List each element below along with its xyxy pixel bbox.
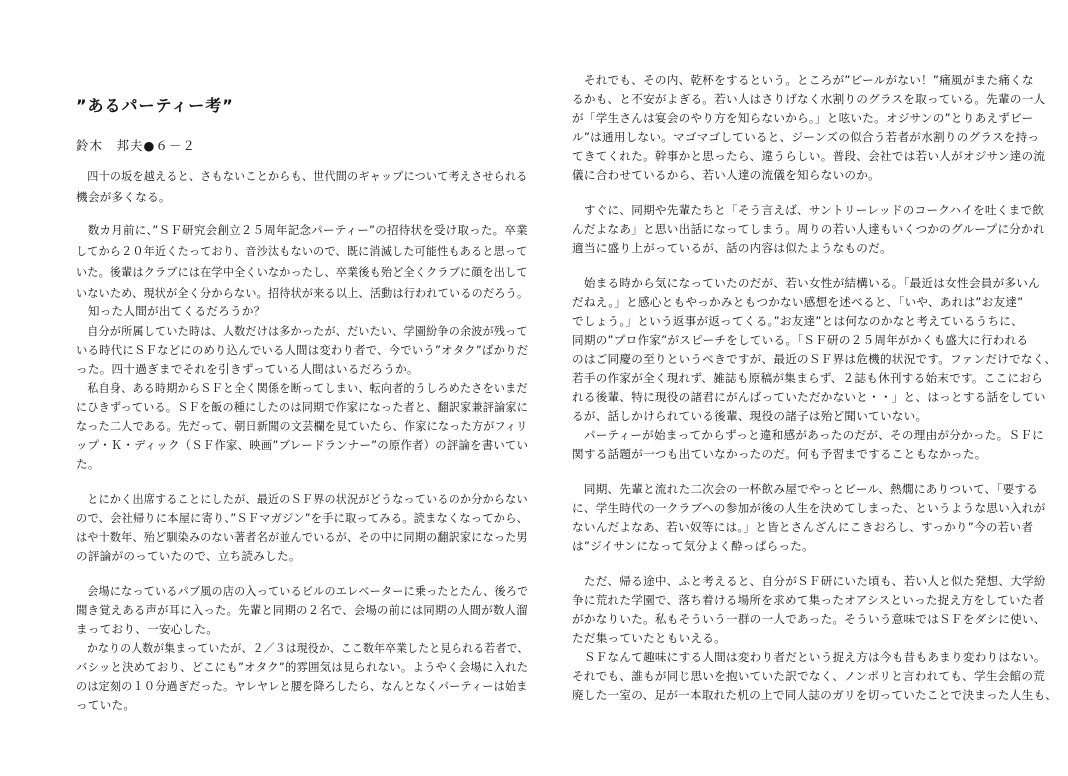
text-line: はや十数年、殆ど馴染みのない著者名が並んでいるが、その中に同期の翻訳家になった男 (76, 530, 528, 544)
text-line: は”ジイサンになって気分よく酔っぱらった。 (572, 539, 814, 553)
text-line: ＳＦなんて趣味にする人間は変わり者だという捉え方は今も昔もあまり変わりはない。 (572, 650, 1046, 664)
text-line: 四十の坂を越えると、さもないことからも、世代間のギャップについて考えさせられる (76, 169, 528, 183)
text-line: っていた。 (76, 698, 136, 712)
essay-title: ”あるパーティー考” (76, 95, 234, 115)
author-line: 鈴木 邦夫●６－２ (76, 138, 196, 153)
text-line: 廃した一室の、足が一本取れた机の上で同人誌のガリを切っていたことで決まった人生も、 (572, 688, 1058, 702)
text-line: 同期、先輩と流れた二次会の一杯飲み屋でやっとビール、熱燗にありついて、「要する (572, 482, 1039, 496)
text-line: ただ集っていたともいえる。 (572, 631, 726, 645)
text-line: 自分が所属していた時は、人数だけは多かったが、だいたい、学園紛争の余波が残って (76, 324, 528, 338)
text-line: 儀に合わせているから、若い人達の流儀を知らないのか。 (572, 168, 880, 182)
text-line: た。 (76, 457, 100, 471)
text-line: に、学生時代の一クラブへの参加が後の人生を決めてしまった、というような思い入れが (572, 501, 1046, 515)
text-line: の評論がのっていたので、立ち読みした。 (76, 549, 301, 563)
text-line: ップ・Ｋ・ディック（ＳＦ作家、映画”ブレードランナー”の原作者）の評論を書いてい (76, 438, 529, 452)
text-line: んだよなあ」と思い出話になってしまう。周りの若い人達もいくつかのグループに分かれ (572, 222, 1045, 236)
text-line: いる時代にＳＦなどにのめり込んでいる人間は変わり者で、今でいう”オタク”ばかりだ (76, 343, 529, 357)
text-line: してから２０年近くたっており、音沙汰もないので、既に消滅した可能性もあると思って (76, 244, 528, 258)
text-line: れる後輩、特に現役の諸君にがんばっていただかないと・・」と、はっとする話をしてい (572, 390, 1046, 404)
text-line: がかなりいた。私もそういう一群の一人であった。そういう意味ではＳＦをダシに使い、 (572, 612, 1046, 626)
text-line: 聞き覚えある声が耳に入った。先輩と同期の２名で、会場の前には同期の人間が数人溜 (76, 603, 528, 617)
text-line: 数カ月前に、”ＳＦ研究会創立２５周年記念パーティー”の招待状を受け取った。卒業 (76, 223, 528, 237)
text-line: すぐに、同期や先輩たちと「そう言えば、サントリーレッドのコークハイを吐くまで飲 (572, 203, 1045, 217)
text-line: 知った人間が出てくるだろうか？ (76, 304, 266, 318)
text-line: ないんだよなあ、若い奴等には。」と皆とさんざんにこきおろし、すっかり”今の若い者 (572, 520, 1034, 534)
text-line: ル”は通用しない。マゴマゴしていると、ジーンズの似合う若者が水割りのグラスを持っ (572, 130, 1040, 144)
text-line: 適当に盛り上がっているが、話の内容は似たようなものだ。 (572, 241, 892, 255)
text-line: バシッと決めており、どこにも”オタク”的雰囲気は見られない。ようやく会場に入れた (76, 660, 529, 674)
text-line: 機会が多くなる。 (76, 190, 171, 204)
text-line: ので、会社帰りに本屋に寄り、”ＳＦマガジン”を手に取ってみる。読まなくなってから、 (76, 511, 529, 525)
text-line: 始まる時から気になっていたのだが、若い女性が結構いる。「最近は女性会員が多いん (572, 276, 1040, 290)
text-line: だねえ。」と感心ともやっかみともつかない感想を述べると、「いや、あれは”お友達” (572, 295, 1024, 309)
text-line: まっており、一安心した。 (76, 622, 219, 636)
text-line: かなりの人数が集まっていたが、２／３は現役か、ここ数年卒業したと見られる若者で、 (76, 641, 529, 655)
text-line: なった二人である。先だって、朝日新聞の文芸欄を見ていたら、作家になった方がフィリ (76, 419, 528, 433)
text-line: るが、話しかけられている後輩、現役の諸子は殆ど聞いていない。 (572, 409, 928, 423)
text-line: 会場になっているパブ風の店の入っているビルのエレベーターに乗ったとたん、後ろで (76, 584, 529, 598)
text-line: でしょう。」という返事が返ってくる。”お友達”とは何なのかなと考えているうちに、 (572, 314, 1023, 328)
text-line: が「学生さんは宴会のやり方を知らないから。」と呟いた。オジサンの”とりあえずビー (572, 111, 1034, 125)
text-line: それでも、誰もが同じ思いを抱いていた訳でなく、ノンポリと言われても、学生会館の荒 (572, 669, 1046, 683)
text-line: いた。後輩はクラブには在学中全くいなかったし、卒業後も殆ど全くクラブに顔を出して (76, 265, 528, 279)
text-line: 同期の”プロ作家”がスピーチをしている。「ＳＦ研の２５周年がかくも盛大に行われる (572, 333, 1029, 347)
text-line: パーティーが始まってからずっと違和感があったのだが、その理由が分かった。ＳＦに (572, 428, 1045, 442)
text-line: のは定刻の１０分過ぎだった。ヤレヤレと腰を降ろしたら、なんとなくパーティーは始ま (76, 679, 528, 693)
text-line: のはご同慶の至りというべきですが、最近のＳＦ界は危機的状況です。ファンだけでなく、 (572, 352, 1057, 366)
text-line: 若手の作家が全く現れず、雑誌も原稿が集まらず、２誌も休刊する始末です。ここにおら (572, 371, 1043, 385)
text-line: 私自身、ある時期からＳＦと全く関係を断ってしまい、転向者的うしろめたさをいまだ (76, 381, 528, 395)
text-line: いないため、現状が全く分からない。招待状が来る以上、活動は行われているのだろう。 (76, 286, 529, 300)
text-line: るかも、と不安がよぎる。若い人はさりげなく水割りのグラスを取っている。先輩の一人 (572, 92, 1046, 106)
text-line: にひきずっている。ＳＦを飯の種にしたのは同期で作家になった者と、翻訳家兼評論家に (76, 400, 529, 414)
text-line: とにかく出席することにしたが、最近のＳＦ界の状況がどうなっているのか分からない (76, 492, 528, 506)
text-line: 関する話題が一つも出ていなかったのだ。何も予習まですることもなかった。 (572, 447, 987, 461)
text-line: それでも、その内、乾杯をするという。ところが”ビールがない！”痛風がまた痛くな (572, 73, 1034, 87)
text-line: ただ、帰る途中、ふと考えると、自分がＳＦ研にいた頃も、若い人と似た発想、大学紛 (572, 574, 1046, 588)
text-line: てきてくれた。幹事かと思ったら、違うらしい。普段、会社では若い人がオジサン達の流 (572, 149, 1046, 163)
text-line: った。四十過ぎまでそれを引きずっている人間はいるだろうか。 (76, 362, 419, 376)
text-line: 争に荒れた学園で、落ち着ける場所を求めて集ったオアシスといった捉え方をしていた者 (572, 593, 1045, 607)
